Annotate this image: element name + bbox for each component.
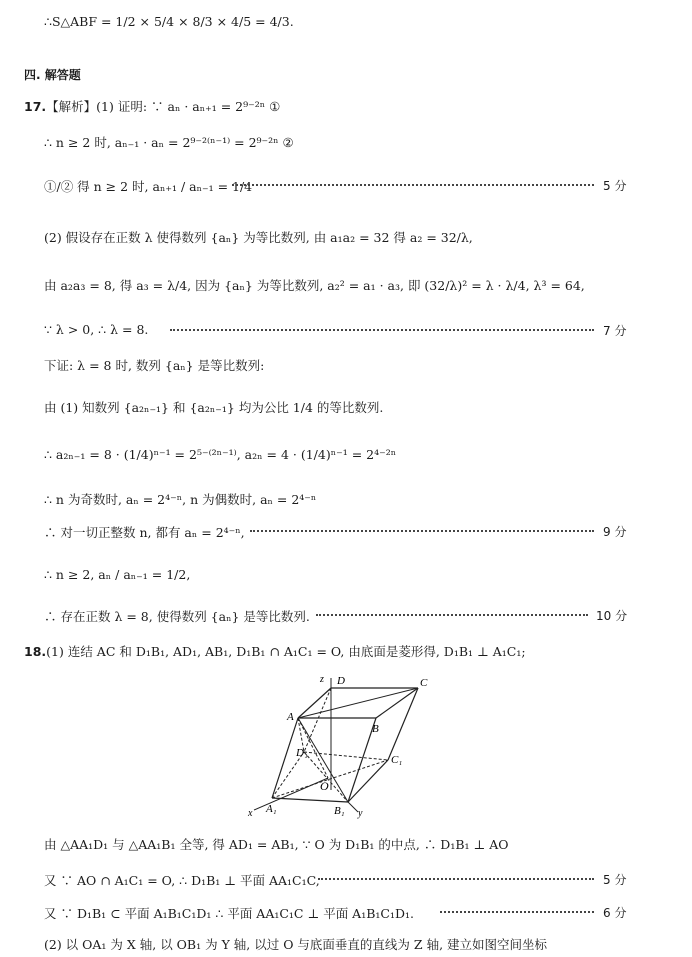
q18-line-1-text: (1) 连结 AC 和 D₁B₁, AD₁, AB₁, D₁B₁ ∩ A₁C₁ = O, 由底面是菱形得, D₁B₁ ⊥ A₁C₁; (46, 644, 526, 659)
q17-line-1 (24, 97, 280, 115)
q18-line-2: 由 △AA₁D₁ 与 △AA₁B₁ 全等, 得 AD₁ = AB₁, ∵ O 为 D₁B₁ 的中点, ∴ D₁B₁ ⊥ AO (44, 837, 509, 852)
edge-aa1 (272, 718, 298, 798)
q17-line-9: ∴ a₂ₙ₋₁ = 8 · (1/4)ⁿ⁻¹ = 2⁵⁻⁽²ⁿ⁻¹⁾, a₂ₙ = 4 · (1/4)ⁿ⁻¹ = 2⁴⁻²ⁿ (44, 447, 397, 462)
q17-line-3: ①/② 得 n ≥ 2 时, aₙ₊₁ / aₙ₋₁ = 1/4 (44, 179, 253, 194)
label-a: A (287, 711, 294, 723)
q17-score-9: 9 分 (603, 525, 627, 539)
diag-d1b1 (304, 752, 348, 802)
q17-line-5: 由 a₂a₃ = 8, 得 a₃ = λ/4, 因为 {aₙ} 为等比数列, a₂² = a₁ · a₃, 即 (32/λ)² = λ · λ/4, λ³ = 64, (44, 278, 585, 293)
dotted-leader (318, 878, 594, 880)
q17-line-12: ∴ n ≥ 2, aₙ / aₙ₋₁ = 1/2, (44, 567, 191, 582)
dotted-leader (250, 530, 594, 532)
label-b: B (372, 723, 379, 735)
label-b1: B₁ (334, 805, 345, 817)
q17-score-10: 10 分 (596, 609, 628, 623)
q18-line-1 (24, 642, 526, 660)
q18-line-4: 又 ∵ D₁B₁ ⊂ 平面 A₁B₁C₁D₁ ∴ 平面 AA₁C₁C ⊥ 平面 A₁B₁C₁D₁. (44, 906, 414, 921)
label-c1: C₁ (391, 754, 403, 766)
label-z: z (320, 674, 324, 685)
q17-line-11: ∴ 对一切正整数 n, 都有 aₙ = 2⁴⁻ⁿ, (44, 525, 245, 540)
q17-line-7: 下证: λ = 8 时, 数列 {aₙ} 是等比数列: (44, 358, 265, 373)
parallelepiped-figure (240, 670, 450, 820)
q17-line-8: 由 (1) 知数列 {a₂ₙ₋₁} 和 {a₂ₙ₋₁} 均为公比 1/4 的等比数列. (44, 400, 384, 415)
diag-ac (298, 688, 418, 718)
label-o: O (320, 779, 329, 793)
label-d: D (337, 675, 345, 687)
edge-dd1 (304, 688, 331, 752)
label-d1: D₁ (296, 747, 308, 759)
dotted-leader (316, 614, 588, 616)
q18-line-5: (2) 以 OA₁ 为 X 轴, 以 OB₁ 为 Y 轴, 以过 O 与底面垂直的直线为 Z 轴, 建立如图空间坐标 (44, 937, 548, 952)
dotted-leader (440, 911, 594, 913)
label-x: x (248, 808, 253, 819)
q17-line-2: ∴ n ≥ 2 时, aₙ₋₁ · aₙ = 2⁹⁻²⁽ⁿ⁻¹⁾ = 2⁹⁻²ⁿ ② (44, 135, 294, 150)
q17-score-7: 7 分 (603, 324, 627, 338)
q18-score-6: 6 分 (603, 906, 627, 920)
y-axis-line (348, 802, 358, 812)
dotted-leader (170, 329, 594, 331)
label-y: y (358, 808, 363, 819)
q18-score-5: 5 分 (603, 873, 627, 887)
formula-area-abf-text: ∴S△ABF = 1/2 × 5/4 × 8/3 × 4/5 = 4/3. (44, 14, 294, 29)
formula-area-abf (44, 14, 294, 29)
section-heading-answers: 四. 解答题 (24, 68, 81, 82)
q17-line-6: ∵ λ > 0, ∴ λ = 8. (44, 322, 149, 337)
edge-a1b1 (272, 798, 348, 802)
q17-score-5: 5 分 (603, 179, 627, 193)
label-c: C (420, 677, 428, 689)
q17-line-4: (2) 假设存在正数 λ 使得数列 {aₙ} 为等比数列, 由 a₁a₂ = 32 得 a₂ = 32/λ, (44, 230, 473, 245)
q17-number: 17. (24, 99, 47, 114)
q17-line-10: ∴ n 为奇数时, aₙ = 2⁴⁻ⁿ, n 为偶数时, aₙ = 2⁴⁻ⁿ (44, 492, 317, 507)
label-a1: A₁ (266, 803, 277, 815)
q18-line-3: 又 ∵ AO ∩ A₁C₁ = O, ∴ D₁B₁ ⊥ 平面 AA₁C₁C, (44, 873, 320, 888)
q18-number: 18. (24, 644, 47, 659)
q17-line-1-text: 【解析】(1) 证明: ∵ aₙ · aₙ₊₁ = 2⁹⁻²ⁿ ① (46, 99, 281, 114)
q17-line-13: ∴ 存在正数 λ = 8, 使得数列 {aₙ} 是等比数列. (44, 609, 310, 624)
dotted-leader (232, 184, 594, 186)
